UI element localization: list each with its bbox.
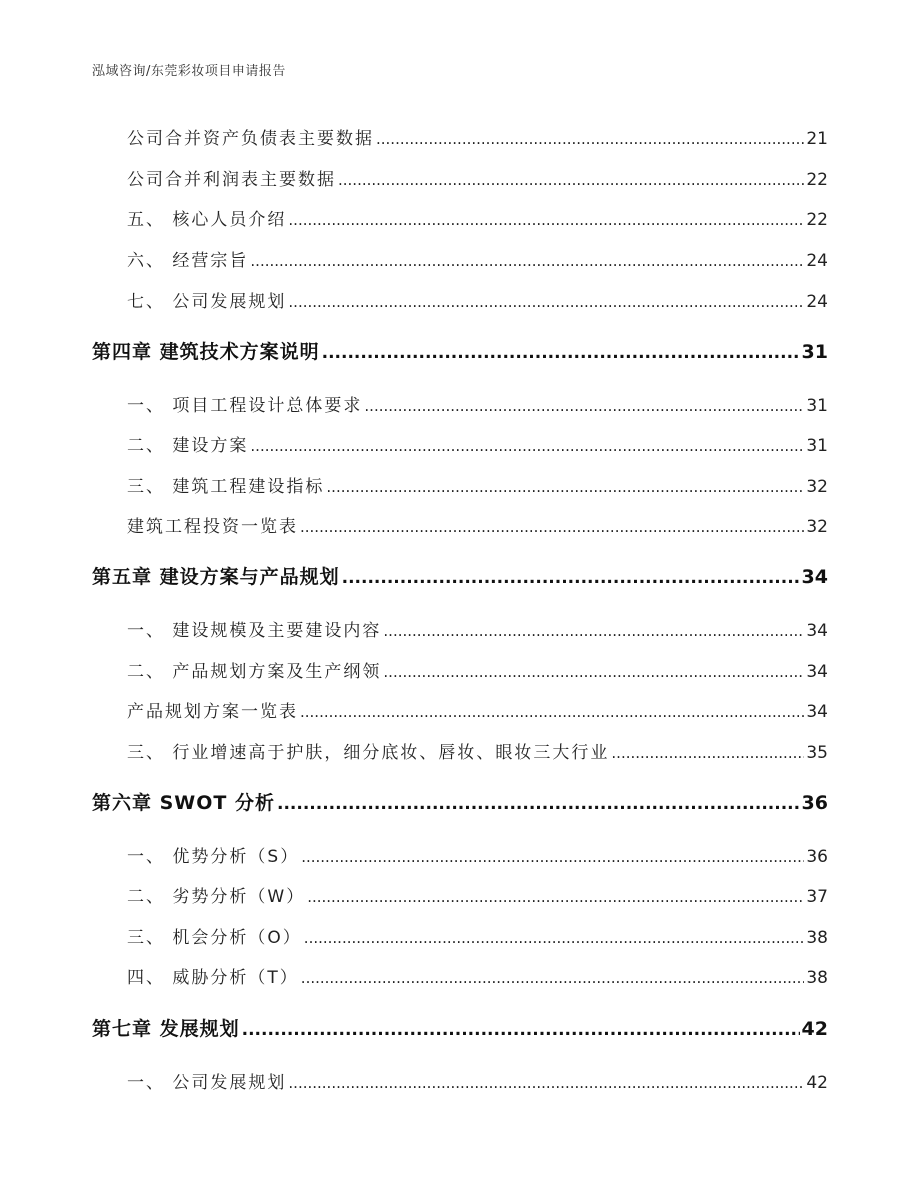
toc-entry[interactable]: [127, 1068, 828, 1093]
toc-leader-dots: [326, 478, 804, 496]
toc-entry[interactable]: [127, 205, 828, 230]
toc-chapter-title: 第七章 发展规划: [92, 1018, 240, 1040]
toc-entry-page: 38: [806, 928, 828, 948]
toc-leader-dots: [288, 1074, 804, 1092]
toc-entry[interactable]: [127, 738, 828, 763]
toc-entry-title: 建筑工程投资一览表: [127, 517, 298, 537]
toc-chapter-page: 42: [801, 1018, 828, 1040]
toc-entry-title: 三、 机会分析（O）: [127, 928, 302, 948]
toc-leader-dots: [364, 397, 804, 415]
toc-entry-page: 32: [806, 517, 828, 537]
toc-leader-dots: [383, 622, 804, 640]
toc-chapter-title: 第六章 SWOT 分析: [92, 792, 275, 814]
toc-entry-page: 38: [806, 968, 828, 988]
toc-leader-dots: [288, 211, 804, 229]
toc-leader-dots: [288, 293, 804, 311]
toc-entry-page: 34: [806, 621, 828, 641]
toc-entry[interactable]: [127, 472, 828, 497]
toc-entry-title: 一、 项目工程设计总体要求: [127, 396, 363, 416]
toc-entry-page: 34: [806, 702, 828, 722]
toc-entry-title: 七、 公司发展规划: [127, 292, 287, 312]
toc-entry-title: 二、 劣势分析（W）: [127, 887, 306, 907]
toc-entry[interactable]: [127, 246, 828, 271]
toc-entry[interactable]: [127, 923, 828, 948]
toc-entry-title: 四、 威胁分析（T）: [127, 968, 299, 988]
toc-leader-dots: [250, 437, 804, 455]
toc-leader-dots: [301, 969, 805, 987]
toc-chapter-page: 31: [801, 341, 828, 363]
toc-entry-title: 一、 优势分析（S）: [127, 847, 300, 867]
toc-chapter-page: 36: [801, 792, 828, 814]
toc-leader-dots: [322, 343, 800, 363]
toc-entry-page: 31: [806, 436, 828, 456]
toc-entry[interactable]: [127, 431, 828, 456]
toc-leader-dots: [300, 518, 804, 536]
toc-entry-page: 32: [806, 477, 828, 497]
toc-entry[interactable]: [127, 391, 828, 416]
toc-entry-title: 三、 建筑工程建设指标: [127, 477, 325, 497]
toc-entry-page: 21: [806, 129, 828, 149]
toc-leader-dots: [304, 929, 805, 947]
toc-entry-page: 36: [806, 847, 828, 867]
toc-chapter[interactable]: [92, 1014, 828, 1041]
toc-entry-page: 24: [806, 292, 828, 312]
toc-entry-page: 31: [806, 396, 828, 416]
toc-leader-dots: [300, 703, 804, 721]
toc-leader-dots: [342, 568, 800, 588]
toc-entry[interactable]: [127, 697, 828, 722]
toc-entry-title: 六、 经营宗旨: [127, 251, 249, 271]
page-header: 泓域咨询/东莞彩妆项目申请报告: [92, 64, 286, 79]
toc-entry-page: 24: [806, 251, 828, 271]
toc-entry-title: 一、 公司发展规划: [127, 1073, 287, 1093]
toc-chapter[interactable]: [92, 788, 828, 815]
toc-entry[interactable]: [127, 287, 828, 312]
toc-entry-title: 产品规划方案一览表: [127, 702, 298, 722]
toc-entry-page: 34: [806, 662, 828, 682]
toc-leader-dots: [611, 744, 804, 762]
toc-entry-page: 37: [806, 887, 828, 907]
toc-entry-title: 公司合并资产负债表主要数据: [127, 129, 374, 149]
toc-leader-dots: [242, 1020, 800, 1040]
toc-entry[interactable]: [127, 165, 828, 190]
toc-leader-dots: [250, 252, 804, 270]
toc-entry[interactable]: [127, 842, 828, 867]
toc-entry-title: 三、 行业增速高于护肤，细分底妆、唇妆、眼妆三大行业: [127, 743, 610, 763]
toc-chapter[interactable]: [92, 337, 828, 364]
toc-leader-dots: [376, 130, 804, 148]
toc-chapter-page: 34: [801, 566, 828, 588]
toc-entry-page: 22: [806, 170, 828, 190]
toc-leader-dots: [301, 848, 804, 866]
toc-chapter[interactable]: [92, 562, 828, 589]
toc-leader-dots: [338, 171, 804, 189]
toc-entry-title: 公司合并利润表主要数据: [127, 170, 336, 190]
toc-entry[interactable]: [127, 963, 828, 988]
toc-entry[interactable]: [127, 124, 828, 149]
toc-entry[interactable]: [127, 882, 828, 907]
toc-leader-dots: [383, 663, 804, 681]
toc-entry-title: 二、 产品规划方案及生产纲领: [127, 662, 382, 682]
toc-leader-dots: [277, 794, 800, 814]
toc-entry[interactable]: [127, 616, 828, 641]
toc-entry-title: 二、 建设方案: [127, 436, 249, 456]
toc-entry-page: 42: [806, 1073, 828, 1093]
toc-entry-title: 五、 核心人员介绍: [127, 210, 287, 230]
toc-entry-title: 一、 建设规模及主要建设内容: [127, 621, 382, 641]
toc-chapter-title: 第四章 建筑技术方案说明: [92, 341, 320, 363]
toc-chapter-title: 第五章 建设方案与产品规划: [92, 566, 340, 588]
toc-entry-page: 22: [806, 210, 828, 230]
toc-entry[interactable]: [127, 657, 828, 682]
toc-leader-dots: [307, 888, 804, 906]
toc-entry-page: 35: [806, 743, 828, 763]
toc-entry[interactable]: [127, 512, 828, 537]
